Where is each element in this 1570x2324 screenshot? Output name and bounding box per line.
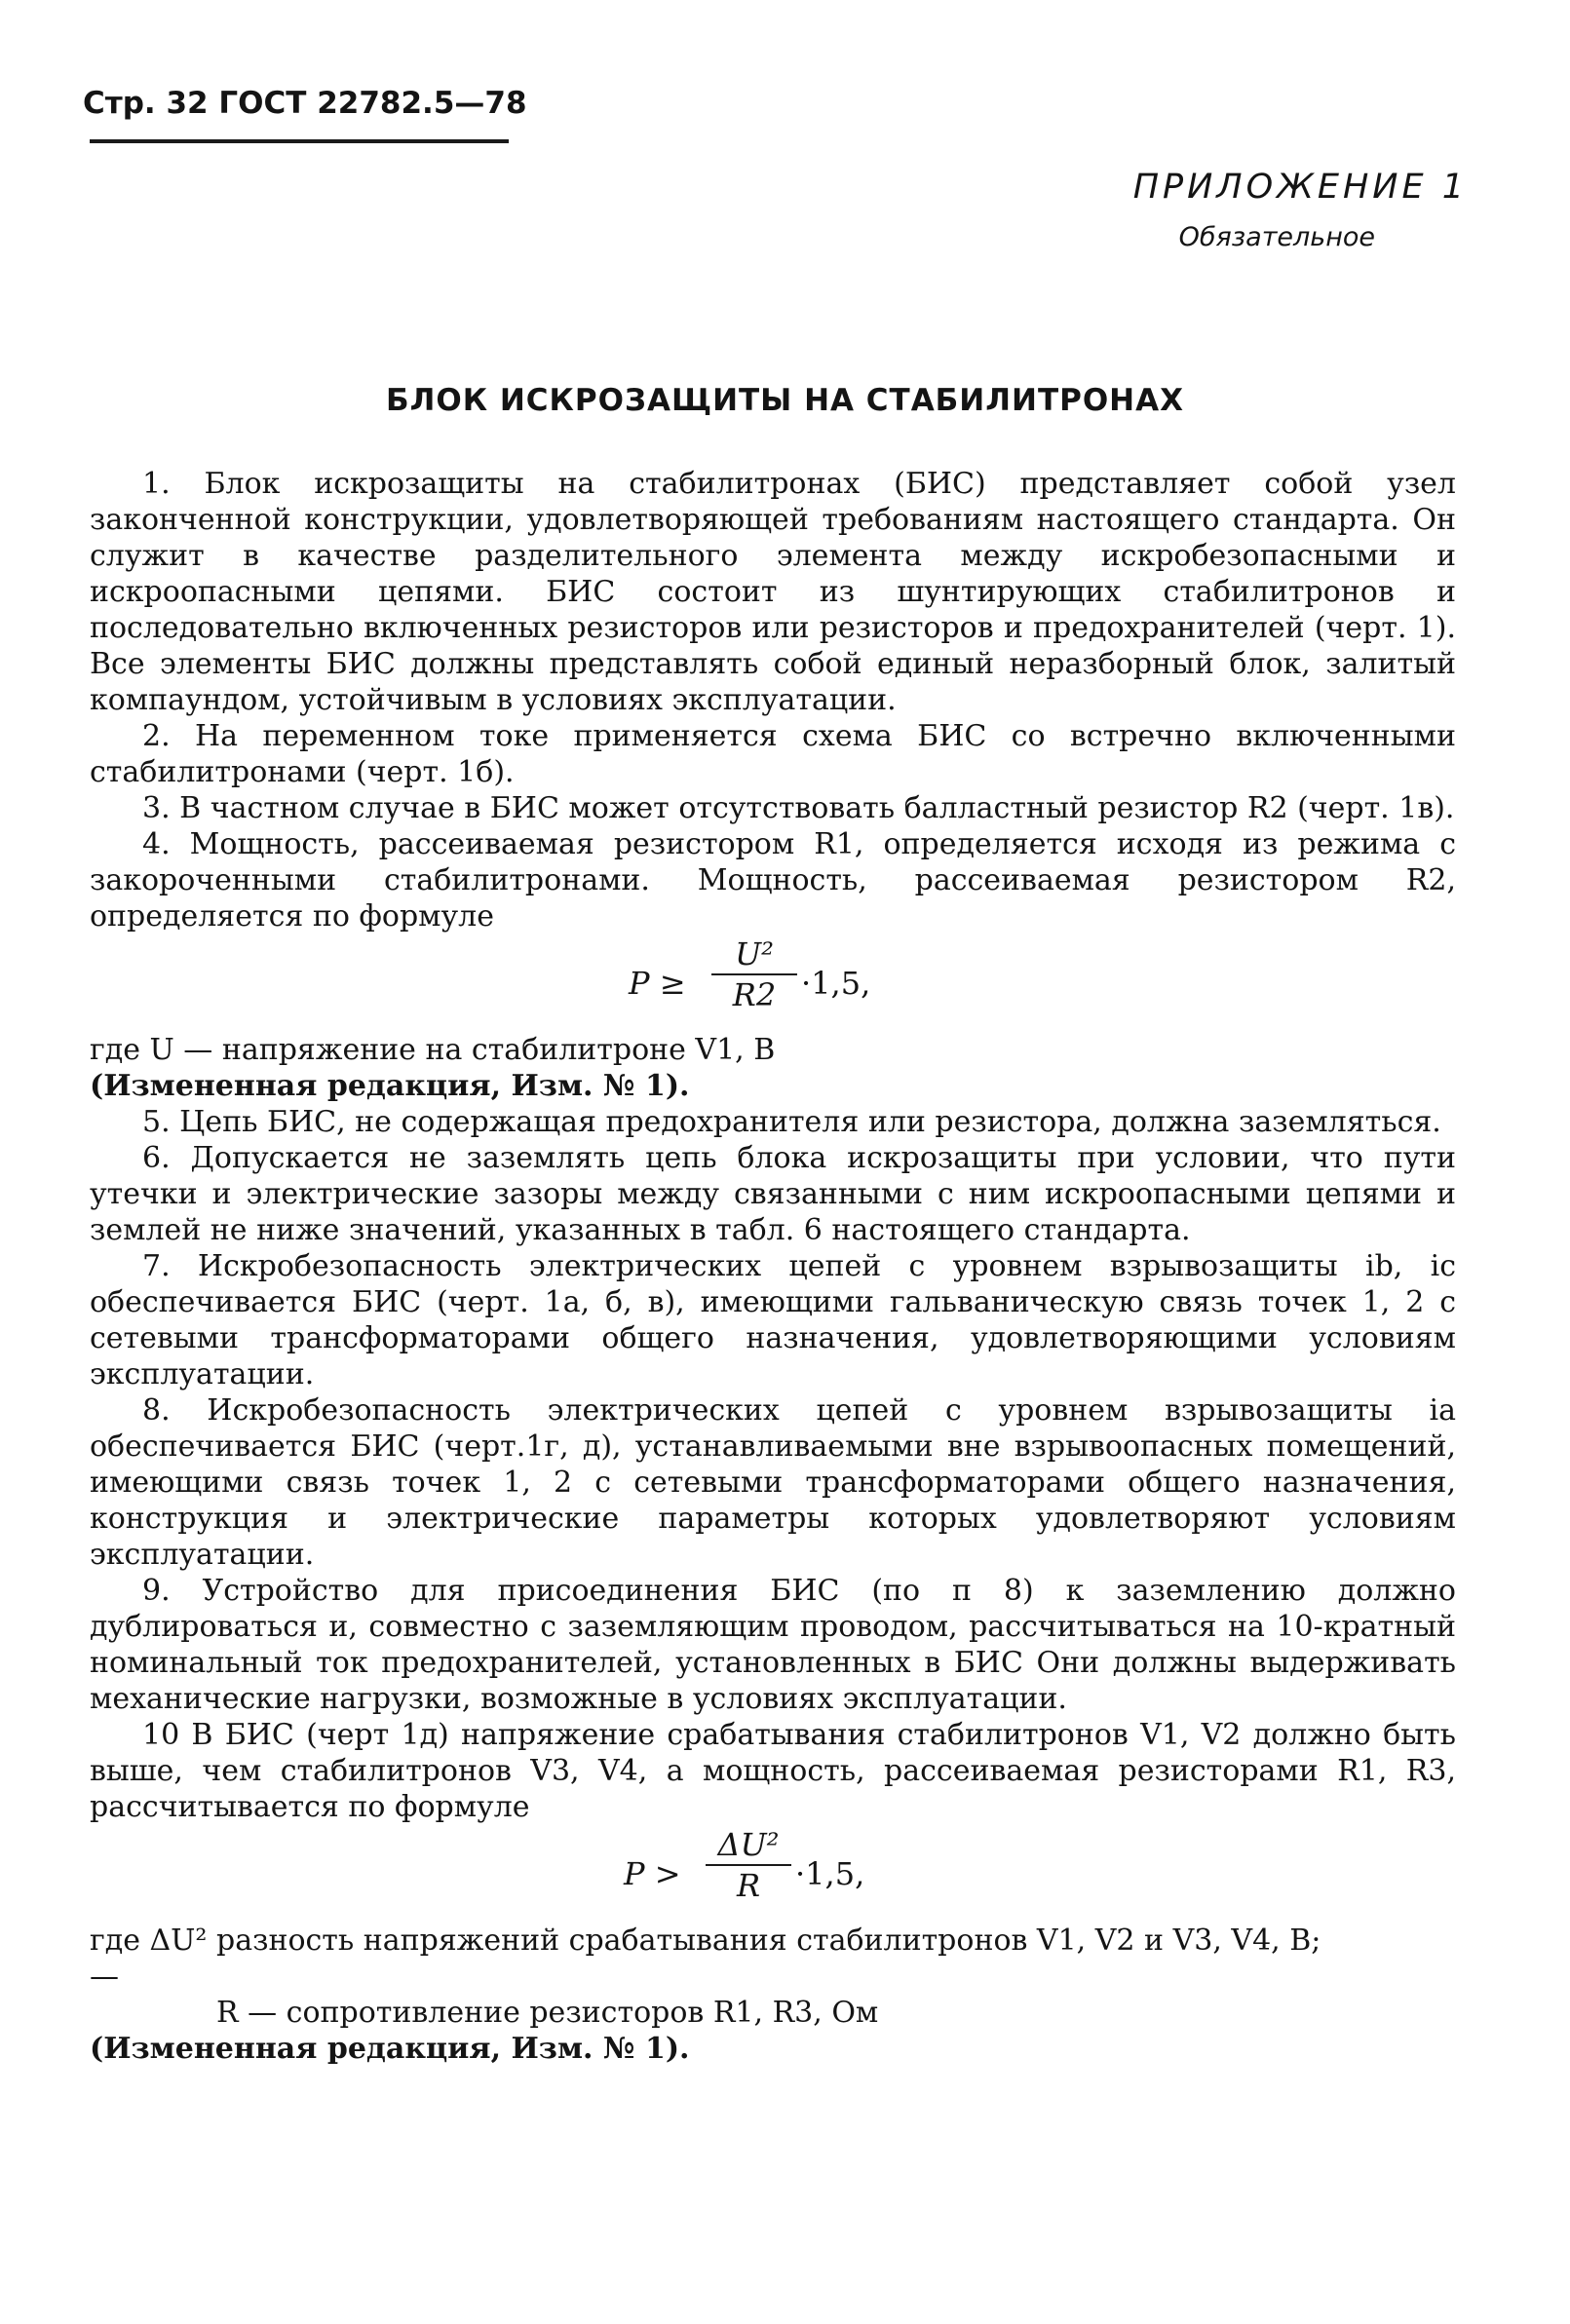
formula-2-fraction — [706, 1825, 791, 1905]
paragraph-9: 9. Устройство для присоединения БИС (по п 8) к заземлению должно дублироваться и, совместно с заземляющим проводом, рассчитываться на 10-кратный номинальный ток предохранителей, установленных в БИС Они должны выдерживать механические нагрузки, возможные в условиях эксплуатации. — [90, 1574, 1456, 1716]
where-definition-r: R — сопротивление резисторов R1, R3, Ом — [216, 1996, 879, 2030]
paragraph-8: 8. Искробезопасность электрических цепей с уровнем взрывозащиты ia обеспечивается БИС (черт.1г, д), устанавливаемыми вне взрывоопасных помещений, имеющими связь точек 1, 2 с сетевыми трансформаторами общего назначения, конструкция и электрические параметры которых удовлетворяют условиям эксплуатации. — [90, 1393, 1456, 1572]
appendix-title: ПРИЛОЖЕНИЕ 1 — [1132, 168, 1468, 207]
formula-1-numerator: U² — [735, 935, 774, 972]
paragraph-1: 1. Блок искрозащиты на стабилитронах (БИС) представляет собой узел законченной конструкции, удовлетворяющей требованиям настоящего стандарта. Он служит в качестве разделительного элемента между искробезопасными и искроопасными цепями. БИС состоит из шунтирующих стабилитронов и последовательно включенных резисторов или резисторов и предохранителей (черт. 1). Все элементы БИС должны представлять собой единый неразборный блок, залитый компаундом, устойчивым в условиях эксплуатации. — [90, 467, 1456, 717]
formula-2-numerator: ΔU² — [717, 1826, 780, 1863]
formula-1-fraction — [711, 934, 797, 1014]
where-definition-du: разность напряжений срабатывания стабилитронов V1, V2 и V3, V4, В; — [216, 1924, 1321, 1958]
paragraph-3: 3. В частном случае в БИС может отсутствовать балластный резистор R2 (черт. 1в). — [142, 791, 1455, 825]
formula-1-denominator: R2 — [732, 976, 777, 1013]
body-text — [90, 466, 1456, 2067]
paragraph-6: 6. Допускается не заземлять цепь блока искрозащиты при условии, что пути утечки и электрические зазоры между связанными с ним искроопасными цепями и землей не ниже значений, указанных в табл. 6 настоящего стандарта. — [90, 1141, 1456, 1247]
paragraph-2: 2. На переменном токе применяется схема БИС со встречно включенными стабилитронами (черт. 1б). — [90, 719, 1456, 789]
formula-1-lhs: P ≥ — [629, 965, 686, 1002]
paragraph-4: 4. Мощность, рассеиваемая резистором R1, определяется исходя из режима с закороченными стабилитронами. Мощность, рассеиваемая резистором R2, определяется по формуле — [90, 827, 1456, 933]
header-rule — [90, 139, 509, 143]
formula-1-rhs: ·1,5, — [801, 965, 871, 1002]
paragraph-5: 5. Цепь БИС, не содержащая предохранителя или резистора, должна заземляться. — [142, 1105, 1441, 1139]
formula-power-r2 — [90, 934, 1456, 1032]
running-head: Стр. 32 ГОСТ 22782.5—78 — [83, 86, 527, 121]
formula-power-r1-r3 — [90, 1825, 1456, 1923]
amendment-note-2: (Измененная редакция, Изм. № 1). — [90, 2032, 690, 2066]
formula-2-denominator: R — [736, 1867, 761, 1904]
paragraph-10: 10 В БИС (черт 1д) напряжение срабатывания стабилитронов V1, V2 должно быть выше, чем стабилитронов V3, V4, а мощность, рассеиваемая резисторами R1, R3, рассчитывается по формуле — [90, 1718, 1456, 1824]
formula-1-where: где U — напряжение на стабилитроне V1, В — [90, 1033, 776, 1067]
formula-2-rhs: ·1,5, — [795, 1855, 865, 1892]
formula-2-lhs: P > — [624, 1855, 681, 1892]
paragraph-7: 7. Искробезопасность электрических цепей с уровнем взрывозащиты ib, ic обеспечивается БИС (черт. 1а, б, в), имеющими гальваническую связь точек 1, 2 с сетевыми трансформаторами общего назначения, удовлетворяющими условиям эксплуатации. — [90, 1249, 1456, 1391]
where-label: где ΔU² — — [90, 1924, 208, 1994]
appendix-status: Обязательное — [1178, 222, 1375, 252]
section-title: БЛОК ИСКРОЗАЩИТЫ НА СТАБИЛИТРОНАХ — [385, 383, 1185, 418]
formula-2-where — [90, 1923, 1456, 1995]
amendment-note-1: (Измененная редакция, Изм. № 1). — [90, 1069, 690, 1103]
